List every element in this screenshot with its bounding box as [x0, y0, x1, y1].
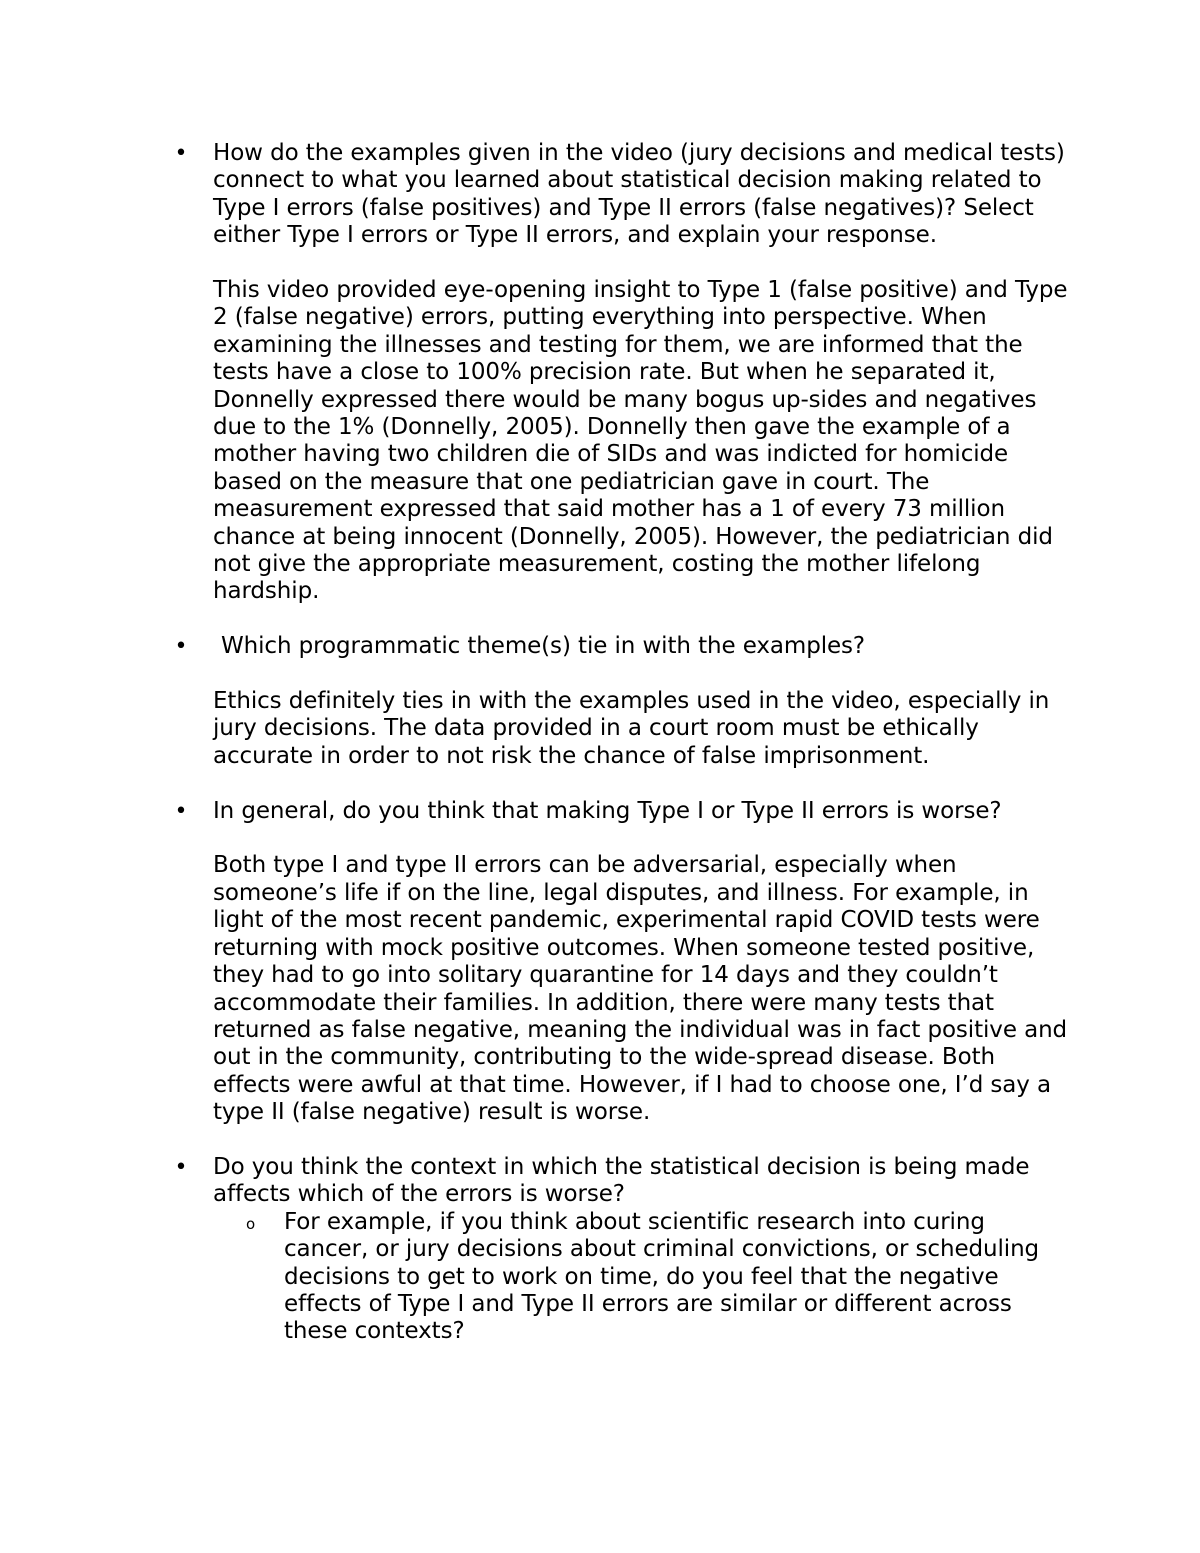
paragraph-spacer	[213, 770, 1073, 797]
list-item-1	[174, 140, 1073, 606]
answer-3-text: Both type I and type II errors can be adversarial, especially when someone’s life if on the line, legal disputes, and illness. For example, in light of the most recent pandemic, experimental rapid COVID tests were returning with mock positive outcomes. When someone tested positive, they had to go into solitary quarantine for 14 days and they couldn’t accommodate their families. In addition, there were many tests that returned as false negative, meaning the individual was in fact positive and out in the community, contributing to the wide-spread disease. Both effects were awful at that time. However, if I had to choose one, I’d say a type II (false negative) result is worse.	[213, 852, 1068, 1126]
question-2-text: Which programmatic theme(s) tie in with the examples?	[221, 633, 866, 660]
answer-1-text: This video provided eye-opening insight to Type 1 (false positive) and Type 2 (false negative) errors, putting everything into perspective. When examining the illnesses and testing for them, we are informed that the tests have a close to 100% precision rate. But when he separated it, Donnelly expressed there would be many bogus up-sides and negatives due to the 1% (Donnelly, 2005). Donnelly then gave the example of a mother having two children die of SIDs and was indicted for homicide based on the measure that one pediatrician gave in court. The measurement expressed that said mother has a 1 of every 73 million chance at being innocent (Donnelly, 2005). However, the pediatrician did not give the appropriate measurement, costing the mother lifelong hardship.	[213, 277, 1068, 605]
circle-bullet-icon: o	[246, 1214, 256, 1233]
bullet-icon: •	[174, 141, 188, 166]
list-item-3	[174, 797, 1073, 1127]
paragraph-spacer	[213, 1127, 1073, 1154]
paragraph-spacer	[213, 606, 1073, 633]
document-body	[174, 140, 1073, 1346]
bullet-icon: •	[174, 1154, 188, 1180]
sub-list-item	[246, 1208, 1073, 1346]
question-1-text: How do the examples given in the video (jury decisions and medical tests) connect to what you learned about statistical decision making related to Type I errors (false positives) and Type II errors (false negatives)? Select either Type I errors or Type II errors, and explain your response.	[213, 140, 1065, 249]
answer-2-text: Ethics definitely ties in with the examples used in the video, especially in jury decisions. The data provided in a court room must be ethically accurate in order to not risk the chance of false imprisonment.	[213, 688, 1050, 769]
sub-question-text: For example, if you think about scientific research into curing cancer, or jury decisions about criminal convictions, or scheduling decisions to get to work on time, do you feel that the negative effects of Type I and Type II errors are similar or different across these contexts?	[284, 1208, 1040, 1345]
question-3-text: In general, do you think that making Type I or Type II errors is worse?	[213, 797, 1002, 824]
list-item-2	[174, 633, 1073, 770]
bullet-icon: •	[174, 798, 188, 824]
question-4-text: Do you think the context in which the statistical decision is being made affects which of the errors is worse?	[213, 1153, 1030, 1208]
list-item-4	[174, 1153, 1073, 1346]
bullet-icon: •	[174, 634, 188, 660]
